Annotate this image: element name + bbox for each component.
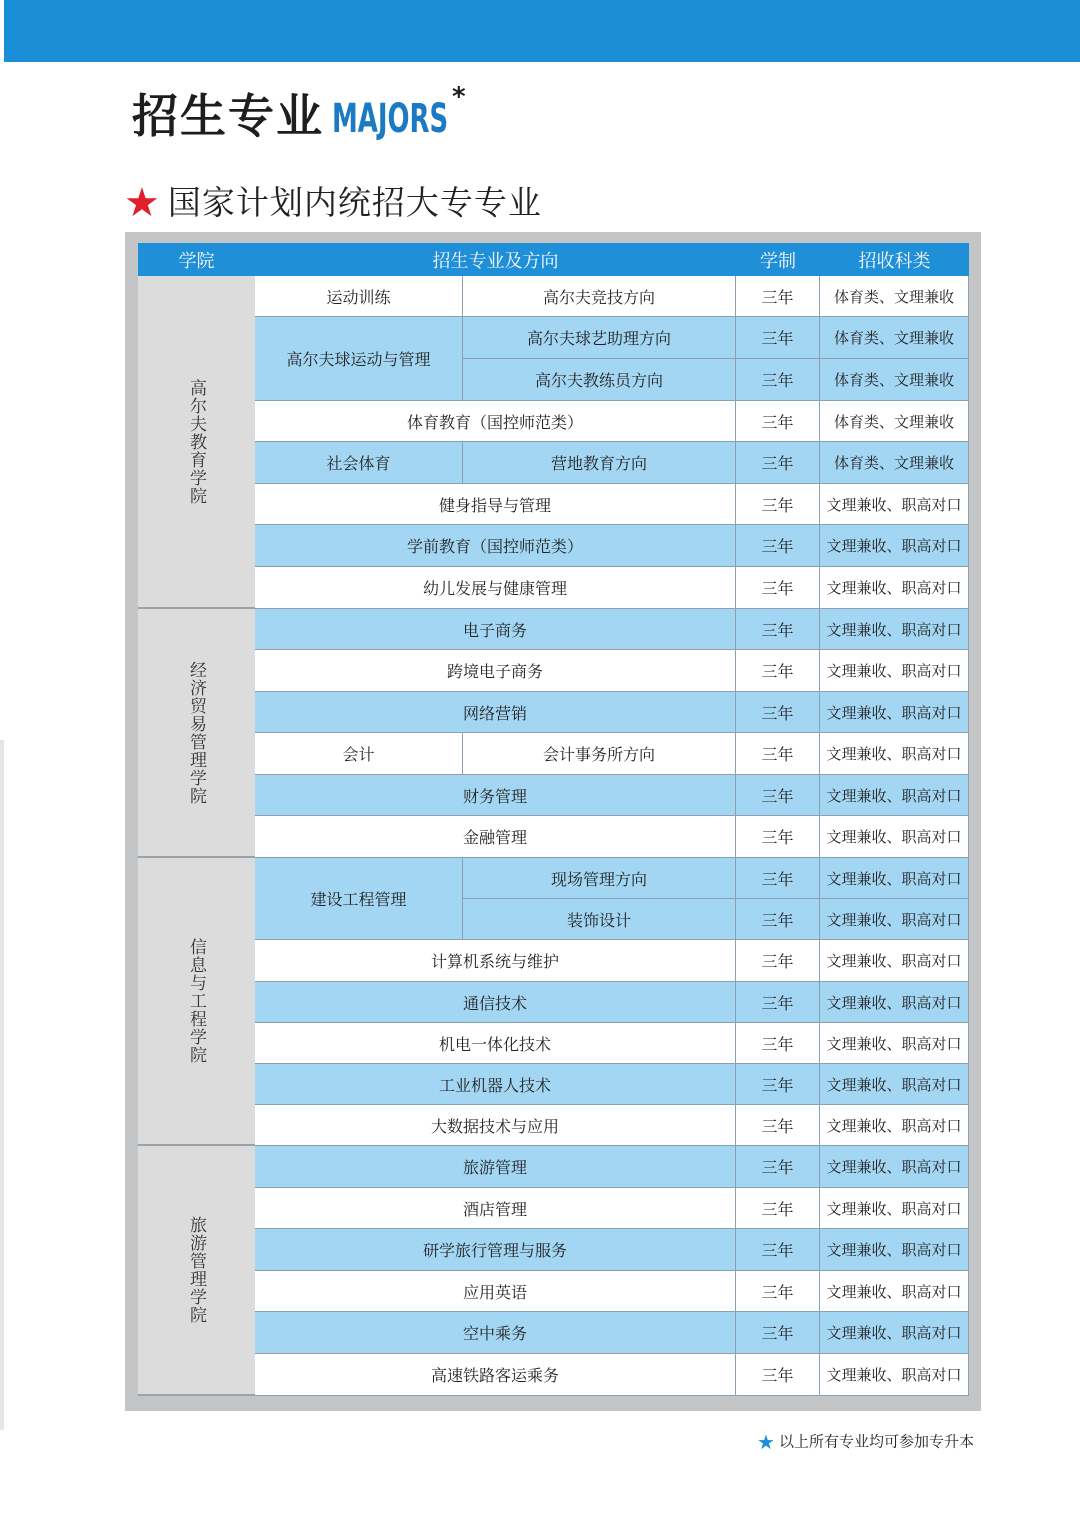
years-cell: 三年 <box>736 1188 820 1229</box>
major-cell: 网络营销 <box>255 692 736 733</box>
years-cell: 三年 <box>736 858 820 899</box>
category-cell: 文理兼收、职高对口 <box>820 650 969 692</box>
category-cell: 文理兼收、职高对口 <box>820 567 969 609</box>
category-cell: 体育类、文理兼收 <box>820 359 969 401</box>
category-cell: 体育类、文理兼收 <box>820 401 969 442</box>
college-name: 信息与工程学院 <box>186 938 206 1064</box>
majors-table <box>138 243 969 1396</box>
years-cell: 三年 <box>736 359 820 401</box>
college-cell <box>138 609 255 858</box>
category-cell: 文理兼收、职高对口 <box>820 982 969 1023</box>
footnote <box>757 1430 974 1454</box>
direction-cell: 高尔夫教练员方向 <box>463 359 736 401</box>
category-cell: 文理兼收、职高对口 <box>820 899 969 940</box>
category-cell: 文理兼收、职高对口 <box>820 1188 969 1229</box>
major-cell: 旅游管理 <box>255 1146 736 1188</box>
category-cell: 文理兼收、职高对口 <box>820 1354 969 1396</box>
category-cell: 文理兼收、职高对口 <box>820 940 969 982</box>
page-title-en: MAJORS <box>332 96 449 142</box>
major-cell: 大数据技术与应用 <box>255 1105 736 1146</box>
major-cell: 体育教育（国控师范类） <box>255 401 736 442</box>
major-cell: 财务管理 <box>255 775 736 816</box>
college-cell <box>138 1146 255 1396</box>
section-heading <box>124 180 542 226</box>
page-title <box>132 80 493 150</box>
major-cell: 电子商务 <box>255 609 736 650</box>
category-cell: 文理兼收、职高对口 <box>820 1312 969 1354</box>
college-name: 经济贸易管理学院 <box>186 660 206 805</box>
major-cell: 健身指导与管理 <box>255 484 736 525</box>
page-edge-shade <box>0 740 4 1430</box>
major-cell: 金融管理 <box>255 816 736 858</box>
years-cell: 三年 <box>736 1105 820 1146</box>
top-banner <box>4 0 1080 62</box>
direction-cell: 高尔夫球艺助理方向 <box>463 317 736 359</box>
major-cell: 高速铁路客运乘务 <box>255 1354 736 1396</box>
major-cell: 工业机器人技术 <box>255 1064 736 1105</box>
category-cell: 文理兼收、职高对口 <box>820 858 969 899</box>
direction-cell: 装饰设计 <box>463 899 736 940</box>
category-cell: 文理兼收、职高对口 <box>820 816 969 858</box>
years-cell: 三年 <box>736 1146 820 1188</box>
major-cell: 机电一体化技术 <box>255 1023 736 1064</box>
header-college: 学院 <box>138 243 255 276</box>
footnote-text: 以上所有专业均可参加专升本 <box>778 1432 974 1451</box>
direction-cell: 高尔夫竞技方向 <box>463 276 736 317</box>
header-major: 招生专业及方向 <box>255 243 736 276</box>
years-cell: 三年 <box>736 1271 820 1312</box>
category-cell: 文理兼收、职高对口 <box>820 1023 969 1064</box>
years-cell: 三年 <box>736 775 820 816</box>
years-cell: 三年 <box>736 609 820 650</box>
direction-cell: 营地教育方向 <box>463 442 736 484</box>
years-cell: 三年 <box>736 982 820 1023</box>
title-asterisk: * <box>452 82 466 112</box>
major-cell: 酒店管理 <box>255 1188 736 1229</box>
major-cell: 计算机系统与维护 <box>255 940 736 982</box>
college-cell <box>138 276 255 609</box>
category-cell: 文理兼收、职高对口 <box>820 609 969 650</box>
major-cell: 运动训练 <box>255 276 463 317</box>
category-cell: 文理兼收、职高对口 <box>820 1064 969 1105</box>
major-cell: 通信技术 <box>255 982 736 1023</box>
college-name: 高尔夫教育学院 <box>186 378 206 505</box>
category-cell: 文理兼收、职高对口 <box>820 692 969 733</box>
section-heading-text: 国家计划内统招大专专业 <box>167 183 542 222</box>
major-cell: 幼儿发展与健康管理 <box>255 567 736 609</box>
category-cell: 文理兼收、职高对口 <box>820 733 969 775</box>
direction-cell: 会计事务所方向 <box>463 733 736 775</box>
years-cell: 三年 <box>736 442 820 484</box>
major-cell: 空中乘务 <box>255 1312 736 1354</box>
years-cell: 三年 <box>736 276 820 317</box>
major-cell: 社会体育 <box>255 442 463 484</box>
years-cell: 三年 <box>736 692 820 733</box>
years-cell: 三年 <box>736 401 820 442</box>
years-cell: 三年 <box>736 816 820 858</box>
category-cell: 文理兼收、职高对口 <box>820 1271 969 1312</box>
category-cell: 文理兼收、职高对口 <box>820 1229 969 1271</box>
years-cell: 三年 <box>736 1312 820 1354</box>
years-cell: 三年 <box>736 940 820 982</box>
years-cell: 三年 <box>736 650 820 692</box>
category-cell: 文理兼收、职高对口 <box>820 775 969 816</box>
category-cell: 文理兼收、职高对口 <box>820 484 969 525</box>
category-cell: 文理兼收、职高对口 <box>820 1146 969 1188</box>
years-cell: 三年 <box>736 1229 820 1271</box>
years-cell: 三年 <box>736 525 820 567</box>
header-years: 学制 <box>736 243 820 276</box>
years-cell: 三年 <box>736 317 820 359</box>
category-cell: 体育类、文理兼收 <box>820 317 969 359</box>
years-cell: 三年 <box>736 1023 820 1064</box>
red-star-icon: ★ <box>124 180 160 226</box>
category-cell: 体育类、文理兼收 <box>820 276 969 317</box>
major-cell: 高尔夫球运动与管理 <box>255 317 463 401</box>
years-cell: 三年 <box>736 1354 820 1396</box>
years-cell: 三年 <box>736 733 820 775</box>
category-cell: 文理兼收、职高对口 <box>820 1105 969 1146</box>
page-title-cn: 招生专业 <box>132 89 324 143</box>
blue-star-icon: ★ <box>757 1430 775 1454</box>
category-cell: 体育类、文理兼收 <box>820 442 969 484</box>
college-name: 旅游管理学院 <box>186 1216 206 1324</box>
direction-cell: 现场管理方向 <box>463 858 736 899</box>
major-cell: 学前教育（国控师范类） <box>255 525 736 567</box>
major-cell: 建设工程管理 <box>255 858 463 940</box>
years-cell: 三年 <box>736 899 820 940</box>
category-cell: 文理兼收、职高对口 <box>820 525 969 567</box>
major-cell: 应用英语 <box>255 1271 736 1312</box>
header-category: 招收科类 <box>820 243 969 276</box>
college-cell <box>138 858 255 1146</box>
years-cell: 三年 <box>736 1064 820 1105</box>
major-cell: 会计 <box>255 733 463 775</box>
major-cell: 研学旅行管理与服务 <box>255 1229 736 1271</box>
years-cell: 三年 <box>736 484 820 525</box>
major-cell: 跨境电子商务 <box>255 650 736 692</box>
years-cell: 三年 <box>736 567 820 609</box>
